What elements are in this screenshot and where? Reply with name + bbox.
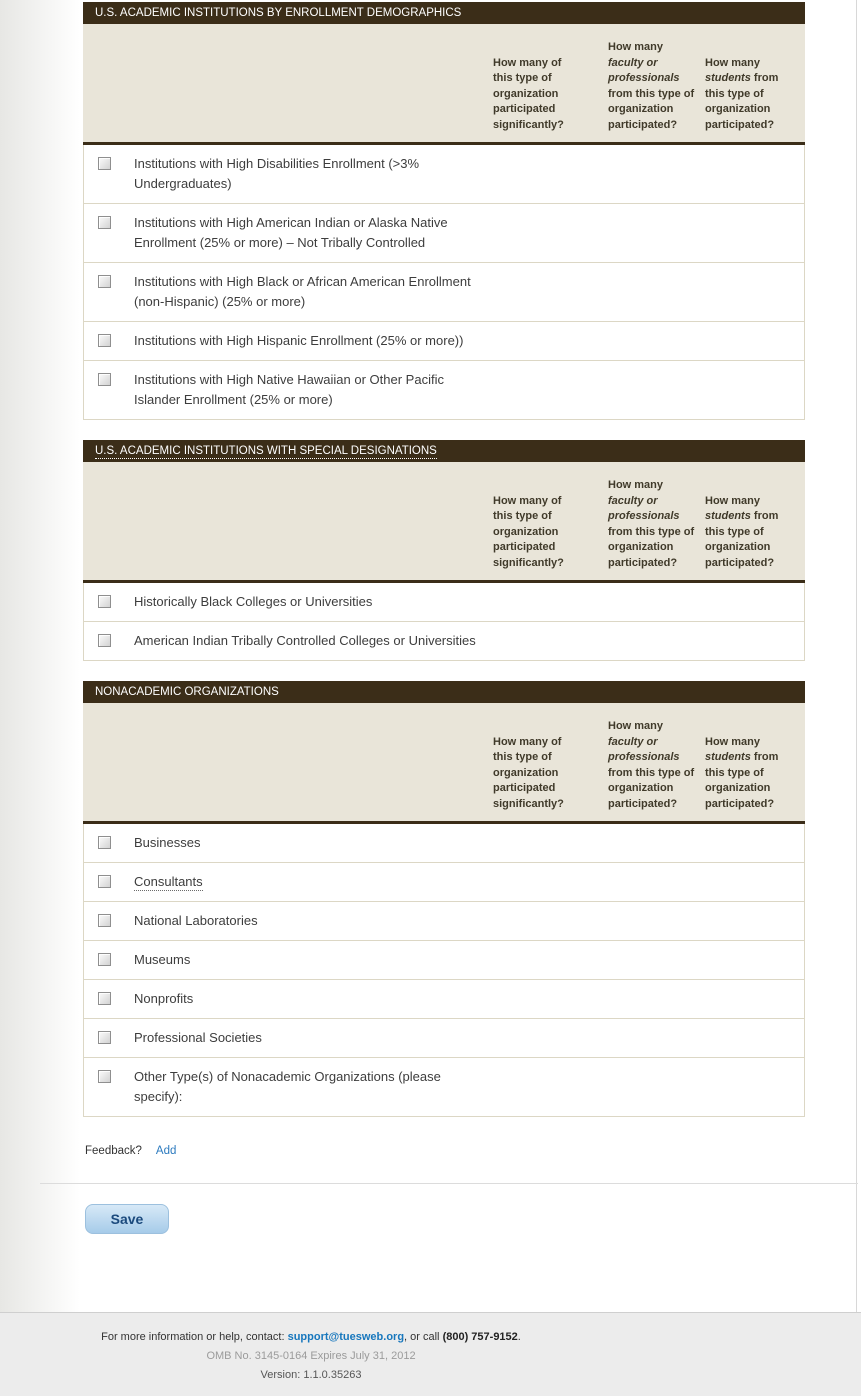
table-row: [84, 1019, 804, 1058]
section-title-bar: [83, 2, 805, 24]
section-3: [83, 681, 805, 1117]
footer-email-link[interactable]: support@tuesweb.org: [287, 1331, 405, 1343]
column-header-text: from this type of organization participated?: [608, 87, 695, 131]
section-rows: [83, 824, 805, 1117]
form-content: [0, 2, 861, 1234]
feedback-row: [85, 1145, 861, 1157]
column-header-text: from this type of organization participated?: [608, 766, 695, 810]
column-header-2: [608, 478, 700, 571]
sections-container: [0, 2, 861, 1117]
table-row: [84, 622, 804, 661]
column-headers: [83, 703, 805, 824]
row-label: [134, 213, 479, 253]
row-label-text: Businesses: [134, 835, 201, 850]
row-label: [134, 370, 479, 410]
column-header-emphasis: students: [705, 72, 751, 84]
column-header-text: How many: [705, 735, 761, 748]
table-row: [84, 1058, 804, 1117]
row-label: [134, 154, 479, 194]
feedback-label: Feedback?: [85, 1145, 142, 1157]
row-checkbox[interactable]: [98, 275, 111, 288]
column-header-text: How many of this type of organization participated significantly?: [493, 494, 564, 569]
row-label-text: Professional Societies: [134, 1030, 262, 1045]
footer-omb-line: OMB No. 3145-0164 Expires July 31, 2012: [206, 1350, 416, 1362]
table-row: [84, 863, 804, 902]
row-label-text: American Indian Tribally Controlled Colleges or Universities: [134, 633, 476, 648]
row-checkbox[interactable]: [98, 216, 111, 229]
row-label: [134, 872, 479, 892]
row-checkbox[interactable]: [98, 634, 111, 647]
row-label: [134, 911, 479, 931]
column-header-text: from this type of organization participated?: [705, 72, 779, 131]
row-checkbox[interactable]: [98, 875, 111, 888]
section-title-bar: [83, 681, 805, 703]
row-label-text: Institutions with High American Indian or Alaska Native Enrollment (25% or more) – Not Tribally Controlled: [134, 215, 448, 250]
table-row: [84, 204, 804, 263]
table-row: [84, 583, 804, 622]
row-checkbox[interactable]: [98, 595, 111, 608]
row-label-text: Museums: [134, 952, 191, 967]
row-label: [134, 1028, 479, 1048]
row-label-definition-link[interactable]: Consultants: [134, 874, 203, 889]
section-rows: [83, 145, 805, 420]
column-header-text: How many: [608, 41, 664, 53]
column-header-1: [493, 494, 575, 572]
row-label-text: National Laboratories: [134, 913, 258, 928]
section-title: U.S. ACADEMIC INSTITUTIONS BY ENROLLMENT DEMOGRAPHICS: [95, 7, 462, 19]
section-title-definition-link[interactable]: U.S. ACADEMIC INSTITUTIONS WITH SPECIAL DESIGNATIONS: [95, 445, 437, 457]
row-label-text: Institutions with High Black or African American Enrollment (non-Hispanic) (25% or more): [134, 274, 471, 309]
row-label: [134, 833, 479, 853]
column-header-3: [705, 735, 793, 813]
column-header-emphasis: students: [705, 510, 751, 522]
row-label-text: Institutions with High Native Hawaiian or Other Pacific Islander Enrollment (25% or more): [134, 372, 444, 407]
column-header-text: from this type of organization participated?: [705, 751, 779, 810]
save-button[interactable]: Save: [85, 1204, 169, 1234]
row-label: [134, 1067, 479, 1107]
row-label-text: Other Type(s) of Nonacademic Organizations (please specify):: [134, 1069, 441, 1104]
page-footer: [0, 1313, 861, 1396]
column-header-text: How many: [608, 479, 664, 491]
column-headers: [83, 462, 805, 583]
table-row: [84, 361, 804, 420]
column-header-text: How many of this type of organization participated significantly?: [493, 56, 564, 131]
table-row: [84, 902, 804, 941]
column-header-text: How many: [705, 494, 761, 507]
footer-phone-number: (800) 757-9152: [442, 1331, 518, 1343]
column-header-emphasis: students: [705, 751, 751, 763]
row-checkbox[interactable]: [98, 836, 111, 849]
row-checkbox[interactable]: [98, 334, 111, 347]
feedback-add-link[interactable]: Add: [155, 1145, 177, 1157]
row-checkbox[interactable]: [98, 953, 111, 966]
row-checkbox[interactable]: [98, 157, 111, 170]
row-label: [134, 331, 479, 351]
row-label: [134, 592, 479, 612]
table-row: [84, 824, 804, 863]
table-row: [84, 941, 804, 980]
column-header-1: [493, 735, 575, 813]
column-header-2: [608, 719, 700, 812]
row-checkbox[interactable]: [98, 373, 111, 386]
table-row: [84, 322, 804, 361]
row-label-text: Nonprofits: [134, 991, 194, 1006]
table-row: [84, 145, 804, 204]
footer-text-block: [85, 1331, 537, 1381]
section-1: [83, 2, 805, 420]
row-label: [134, 989, 479, 1009]
footer-contact-middle: , or call: [404, 1331, 443, 1343]
row-label-text: Institutions with High Disabilities Enrollment (>3% Undergraduates): [134, 156, 420, 191]
column-header-emphasis: faculty or professionals: [608, 735, 680, 763]
table-row: [84, 980, 804, 1019]
footer-contact-prefix: For more information or help, contact:: [101, 1331, 288, 1343]
row-label: [134, 631, 479, 651]
column-header-1: [493, 56, 575, 134]
section-2: [83, 440, 805, 661]
column-header-text: How many: [608, 720, 664, 732]
column-header-text: from this type of organization participated?: [608, 525, 695, 569]
footer-version-line: Version: 1.1.0.35263: [260, 1369, 362, 1381]
column-header-emphasis: faculty or professionals: [608, 56, 680, 84]
footer-contact-line: [85, 1331, 537, 1343]
section-title-bar: [83, 440, 805, 462]
row-checkbox[interactable]: [98, 992, 111, 1005]
table-row: [84, 263, 804, 322]
content-divider: [40, 1183, 858, 1184]
row-label: [134, 950, 479, 970]
footer-contact-suffix: .: [517, 1331, 521, 1343]
row-label-text: Institutions with High Hispanic Enrollment (25% or more)): [134, 333, 464, 348]
section-title: NONACADEMIC ORGANIZATIONS: [95, 686, 279, 698]
column-headers: [83, 24, 805, 145]
column-header-text: How many: [705, 56, 761, 69]
column-header-2: [608, 40, 700, 133]
row-label-text: Historically Black Colleges or Universities: [134, 594, 373, 609]
column-header-3: [705, 494, 793, 572]
row-checkbox[interactable]: [98, 914, 111, 927]
column-header-text: How many of this type of organization participated significantly?: [493, 735, 564, 810]
column-header-3: [705, 56, 793, 134]
section-rows: [83, 583, 805, 661]
row-label: [134, 272, 479, 312]
row-checkbox[interactable]: [98, 1031, 111, 1044]
column-header-emphasis: faculty or professionals: [608, 494, 680, 522]
column-header-text: from this type of organization participated?: [705, 510, 779, 569]
row-checkbox[interactable]: [98, 1070, 111, 1083]
